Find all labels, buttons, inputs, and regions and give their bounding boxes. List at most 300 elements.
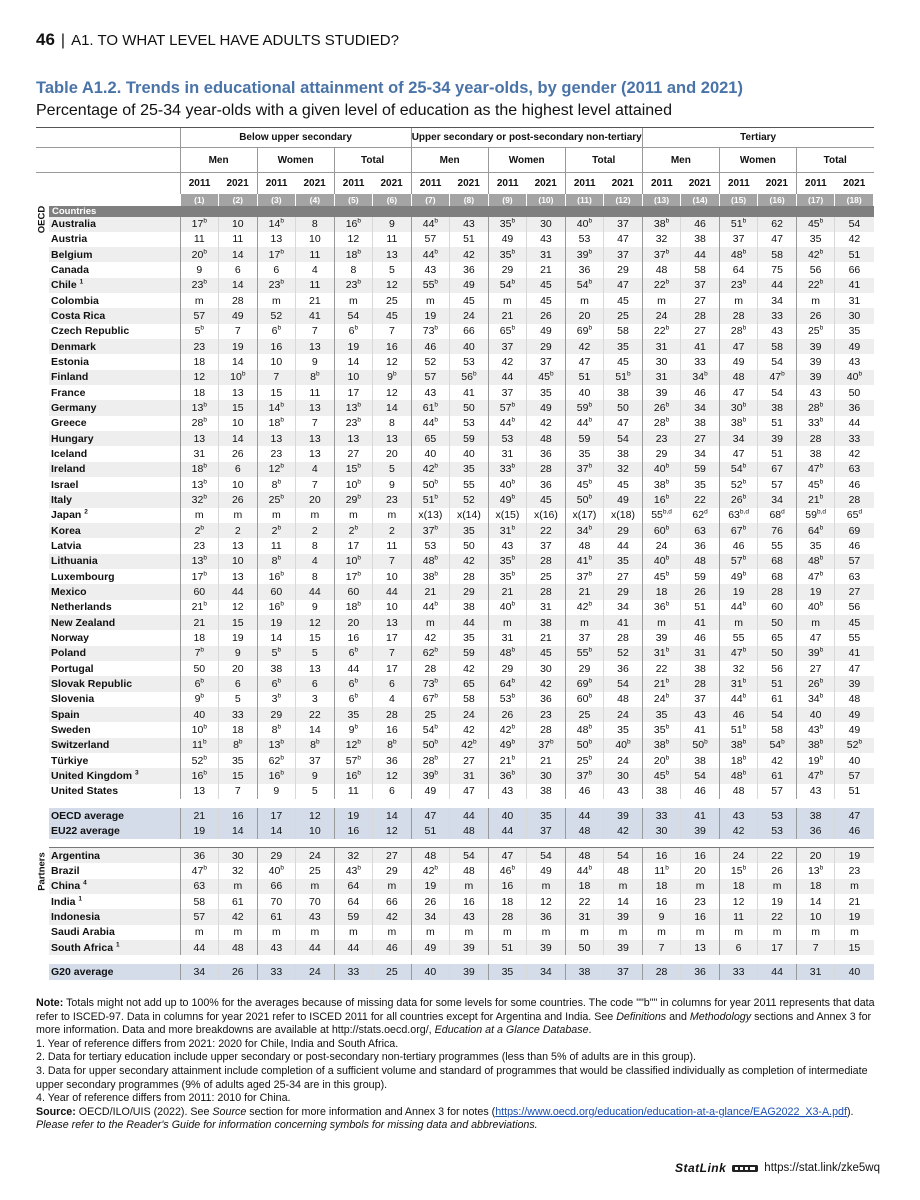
value-cell: 16 bbox=[642, 894, 681, 909]
value-cell: m bbox=[565, 293, 604, 308]
value-cell: 35 bbox=[604, 554, 643, 569]
value-cell: 6 bbox=[219, 462, 258, 477]
value-cell: 51 bbox=[758, 676, 797, 691]
value-cell: 39 bbox=[796, 370, 835, 385]
value-cell: 6$^b$ bbox=[334, 646, 373, 661]
value-cell: 18 bbox=[180, 630, 219, 645]
value-cell: 43 bbox=[758, 324, 797, 339]
value-cell: 10$^b$ bbox=[334, 554, 373, 569]
value-cell: 44 bbox=[758, 278, 797, 293]
year-header: 2021 bbox=[296, 173, 335, 194]
value-cell: 55 bbox=[835, 630, 874, 645]
value-cell: 48$^b$ bbox=[719, 768, 758, 783]
value-cell: 14 bbox=[219, 247, 258, 262]
value-cell: 66 bbox=[450, 324, 489, 339]
value-cell: 40$^b$ bbox=[257, 863, 296, 878]
value-cell: 48 bbox=[719, 784, 758, 799]
value-cell: 16 bbox=[450, 894, 489, 909]
value-cell: 26 bbox=[796, 308, 835, 323]
value-cell: 56 bbox=[758, 661, 797, 676]
gender-header: Men bbox=[642, 148, 719, 173]
value-cell: 46 bbox=[411, 339, 450, 354]
value-cell: 52$^b$ bbox=[180, 753, 219, 768]
value-cell: 24 bbox=[296, 848, 335, 863]
value-cell: 47 bbox=[450, 784, 489, 799]
value-cell: 54 bbox=[604, 848, 643, 863]
value-cell: 37$^b$ bbox=[565, 569, 604, 584]
value-cell: 35$^b$ bbox=[488, 569, 527, 584]
value-cell: 29 bbox=[257, 848, 296, 863]
value-cell: 44$^b$ bbox=[411, 600, 450, 615]
value-cell: 39 bbox=[450, 940, 489, 955]
value-cell: 40 bbox=[488, 808, 527, 824]
value-cell: 22$^b$ bbox=[642, 278, 681, 293]
value-cell: 73$^b$ bbox=[411, 676, 450, 691]
gender-header: Men bbox=[411, 148, 488, 173]
value-cell: 10 bbox=[219, 477, 258, 492]
column-code: (17) bbox=[796, 194, 835, 206]
value-cell: 19 bbox=[219, 630, 258, 645]
value-cell: 25 bbox=[373, 964, 412, 980]
value-cell: 35 bbox=[796, 538, 835, 553]
value-cell: 48 bbox=[604, 692, 643, 707]
value-cell: 37 bbox=[719, 232, 758, 247]
value-cell: 13$^b$ bbox=[334, 400, 373, 415]
value-cell: 46 bbox=[835, 823, 874, 839]
value-cell: x(13) bbox=[411, 508, 450, 523]
value-cell: 60 bbox=[334, 584, 373, 599]
value-cell: 21 bbox=[180, 615, 219, 630]
value-cell: 40 bbox=[450, 446, 489, 461]
value-cell: 5 bbox=[296, 784, 335, 799]
value-cell: 47$^b$ bbox=[719, 646, 758, 661]
year-header: 2021 bbox=[835, 173, 874, 194]
value-cell: 30 bbox=[219, 848, 258, 863]
value-cell: 23$^b$ bbox=[257, 278, 296, 293]
country-name: India $^1$ bbox=[51, 895, 83, 908]
value-cell: 18 bbox=[180, 385, 219, 400]
value-cell: 50 bbox=[604, 400, 643, 415]
value-cell: 32 bbox=[642, 232, 681, 247]
value-cell: 13 bbox=[180, 431, 219, 446]
value-cell: 47$^b$ bbox=[758, 370, 797, 385]
value-cell: 41 bbox=[296, 308, 335, 323]
source-link[interactable]: https://www.oecd.org/education/education-at-a-glance/EAG2022_X3-A.pdf bbox=[495, 1105, 847, 1118]
value-cell: 6 bbox=[719, 940, 758, 955]
value-cell: 28$^b$ bbox=[719, 324, 758, 339]
value-cell: 21 bbox=[565, 584, 604, 599]
value-cell: 30 bbox=[527, 217, 566, 232]
value-cell: 38 bbox=[758, 400, 797, 415]
value-cell: 13 bbox=[373, 247, 412, 262]
value-cell: 12 bbox=[373, 354, 412, 369]
value-cell: 40 bbox=[411, 964, 450, 980]
value-cell: 2 bbox=[296, 523, 335, 538]
value-cell: 43 bbox=[796, 385, 835, 400]
value-cell: 49 bbox=[527, 400, 566, 415]
partners-side-cell bbox=[36, 848, 49, 955]
value-cell: 14 bbox=[257, 823, 296, 839]
value-cell: 49$^b$ bbox=[719, 569, 758, 584]
value-cell: 46 bbox=[719, 538, 758, 553]
value-cell: 15$^b$ bbox=[334, 462, 373, 477]
value-cell: 57$^b$ bbox=[334, 753, 373, 768]
value-cell: x(18) bbox=[604, 508, 643, 523]
value-cell: 16$^b$ bbox=[257, 569, 296, 584]
value-cell: 44 bbox=[681, 247, 720, 262]
value-cell: 47 bbox=[719, 385, 758, 400]
value-cell: 37 bbox=[296, 753, 335, 768]
value-cell: 13 bbox=[296, 661, 335, 676]
value-cell: 38$^b$ bbox=[411, 569, 450, 584]
value-cell: 28 bbox=[796, 431, 835, 446]
chapter-title: A1. TO WHAT LEVEL HAVE ADULTS STUDIED? bbox=[71, 32, 399, 49]
table-row bbox=[36, 808, 874, 824]
value-cell: 39 bbox=[796, 339, 835, 354]
row-spacer bbox=[36, 839, 874, 848]
value-cell: 14 bbox=[257, 630, 296, 645]
value-cell: 12 bbox=[219, 600, 258, 615]
value-cell: 19 bbox=[835, 909, 874, 924]
value-cell: 13$^b$ bbox=[796, 863, 835, 878]
value-cell: 54 bbox=[681, 768, 720, 783]
gender-header: Women bbox=[488, 148, 565, 173]
source-text-1: OECD/ILO/UIS (2022). See bbox=[75, 1105, 213, 1118]
value-cell: 13 bbox=[219, 538, 258, 553]
value-cell: 48 bbox=[565, 848, 604, 863]
value-cell: 48 bbox=[527, 431, 566, 446]
value-cell: 57 bbox=[758, 784, 797, 799]
value-cell: 15 bbox=[219, 768, 258, 783]
value-cell: 19 bbox=[758, 894, 797, 909]
value-cell: 37 bbox=[565, 630, 604, 645]
value-cell: 35 bbox=[796, 232, 835, 247]
value-cell: 38 bbox=[681, 753, 720, 768]
country-name: Korea bbox=[49, 523, 180, 538]
value-cell: 48$^b$ bbox=[488, 646, 527, 661]
value-cell: 48$^b$ bbox=[719, 247, 758, 262]
value-cell: 31$^b$ bbox=[719, 676, 758, 691]
value-cell: 35 bbox=[604, 722, 643, 737]
value-cell: 10 bbox=[296, 232, 335, 247]
value-cell: 8$^b$ bbox=[373, 738, 412, 753]
value-cell: 26 bbox=[488, 707, 527, 722]
value-cell: 28$^b$ bbox=[180, 416, 219, 431]
country-name: Japan $^2$ bbox=[51, 508, 88, 522]
value-cell: 35 bbox=[835, 324, 874, 339]
country-name: Czech Republic bbox=[51, 325, 130, 338]
value-cell: 18 bbox=[796, 879, 835, 894]
value-cell: m bbox=[642, 925, 681, 940]
value-cell: 14 bbox=[219, 431, 258, 446]
value-cell: 9 bbox=[257, 784, 296, 799]
value-cell: m bbox=[334, 293, 373, 308]
value-cell: 2$^b$ bbox=[180, 523, 219, 538]
table-row bbox=[36, 554, 874, 569]
country-name: OECD average bbox=[49, 808, 180, 824]
value-cell: 49 bbox=[488, 232, 527, 247]
value-cell: 30 bbox=[642, 823, 681, 839]
value-cell: 38 bbox=[565, 964, 604, 980]
table-row bbox=[36, 217, 874, 232]
value-cell: 31$^b$ bbox=[488, 523, 527, 538]
value-cell: 34$^b$ bbox=[565, 523, 604, 538]
value-cell: 21 bbox=[296, 293, 335, 308]
table-row bbox=[36, 909, 874, 924]
value-cell: 40 bbox=[565, 385, 604, 400]
value-cell: 37 bbox=[681, 692, 720, 707]
country-name: Chile $^1$ bbox=[49, 278, 180, 293]
country-name: Belgium bbox=[49, 247, 180, 262]
value-cell: 45 bbox=[527, 278, 566, 293]
value-cell: 10 bbox=[257, 354, 296, 369]
value-cell: 67$^b$ bbox=[719, 523, 758, 538]
value-cell: 45$^b$ bbox=[642, 569, 681, 584]
statlink-mark-icon bbox=[732, 1164, 758, 1173]
value-cell: 51 bbox=[411, 823, 450, 839]
value-cell: 45 bbox=[604, 477, 643, 492]
country-name: Netherlands bbox=[51, 601, 112, 614]
value-cell: 10 bbox=[219, 416, 258, 431]
value-cell: m bbox=[180, 508, 219, 523]
value-cell: 13 bbox=[334, 431, 373, 446]
value-cell: 55 bbox=[719, 630, 758, 645]
value-cell: 65 bbox=[411, 431, 450, 446]
value-cell: 40$^b$ bbox=[604, 738, 643, 753]
value-cell: 10 bbox=[373, 600, 412, 615]
table-row bbox=[36, 446, 874, 461]
value-cell: 14 bbox=[373, 808, 412, 824]
value-cell: 43 bbox=[296, 909, 335, 924]
value-cell: 22 bbox=[758, 909, 797, 924]
value-cell: 48 bbox=[411, 848, 450, 863]
value-cell: 49 bbox=[527, 324, 566, 339]
value-cell: 44 bbox=[758, 964, 797, 980]
value-cell: 14 bbox=[604, 894, 643, 909]
value-cell: 51 bbox=[835, 247, 874, 262]
value-cell: 33 bbox=[257, 964, 296, 980]
value-cell: 47$^b$ bbox=[180, 863, 219, 878]
value-cell: 45$^b$ bbox=[796, 477, 835, 492]
value-cell: 23 bbox=[180, 538, 219, 553]
spacer-cell bbox=[36, 955, 874, 964]
value-cell: 40$^b$ bbox=[642, 554, 681, 569]
value-cell: 18$^b$ bbox=[334, 247, 373, 262]
value-cell: 43 bbox=[257, 940, 296, 955]
page-separator: | bbox=[60, 32, 66, 49]
value-cell: 9 bbox=[373, 477, 412, 492]
value-cell: 44 bbox=[373, 584, 412, 599]
value-cell: 38 bbox=[642, 784, 681, 799]
value-cell: 38 bbox=[527, 784, 566, 799]
country-name: Latvia bbox=[51, 540, 82, 553]
value-cell: 11 bbox=[180, 232, 219, 247]
value-cell: 34 bbox=[180, 964, 219, 980]
value-cell: 39 bbox=[642, 385, 681, 400]
value-cell: 7 bbox=[257, 370, 296, 385]
value-cell: 50$^b$ bbox=[411, 738, 450, 753]
value-cell: 33 bbox=[334, 964, 373, 980]
spacer-cell bbox=[49, 799, 874, 808]
value-cell: 66 bbox=[373, 894, 412, 909]
country-name: Indonesia bbox=[49, 909, 180, 924]
side-blank bbox=[36, 964, 49, 980]
value-cell: m bbox=[527, 925, 566, 940]
value-cell: 12$^b$ bbox=[257, 462, 296, 477]
value-cell: 44 bbox=[219, 584, 258, 599]
value-cell: 70 bbox=[296, 894, 335, 909]
level-header: Upper secondary or post-secondary non-tertiary bbox=[411, 128, 642, 148]
value-cell: 5 bbox=[373, 262, 412, 277]
country-name: China $^4$ bbox=[49, 879, 180, 894]
value-cell: 8 bbox=[373, 416, 412, 431]
value-cell: 9$^b$ bbox=[180, 692, 219, 707]
value-cell: 34 bbox=[719, 431, 758, 446]
value-cell: 21 bbox=[527, 262, 566, 277]
header-blank bbox=[36, 148, 180, 173]
value-cell: 16$^b$ bbox=[334, 217, 373, 232]
value-cell: 35 bbox=[565, 446, 604, 461]
column-code: (12) bbox=[604, 194, 643, 206]
value-cell: 43 bbox=[488, 538, 527, 553]
value-cell: 28 bbox=[527, 462, 566, 477]
value-cell: 57$^b$ bbox=[488, 400, 527, 415]
value-cell: 49 bbox=[219, 308, 258, 323]
country-name: Spain bbox=[49, 707, 180, 722]
column-code: (15) bbox=[719, 194, 758, 206]
value-cell: 36$^b$ bbox=[488, 768, 527, 783]
value-cell: 21$^b$ bbox=[796, 492, 835, 507]
statlink-url[interactable]: https://stat.link/zke5wq bbox=[764, 1162, 880, 1174]
country-name: Sweden bbox=[51, 723, 91, 736]
column-code: (3) bbox=[257, 194, 296, 206]
oecd-side-label: OECD bbox=[36, 205, 48, 233]
value-cell: 38$^b$ bbox=[642, 738, 681, 753]
value-cell: 39$^b$ bbox=[565, 247, 604, 262]
value-cell: 49 bbox=[450, 278, 489, 293]
value-cell: 44$^b$ bbox=[488, 416, 527, 431]
value-cell: 16 bbox=[373, 722, 412, 737]
value-cell: 54 bbox=[334, 308, 373, 323]
value-cell: 10$^b$ bbox=[219, 370, 258, 385]
value-cell: 16 bbox=[681, 848, 720, 863]
note-methodology: Methodology bbox=[689, 1010, 752, 1023]
value-cell: 35$^b$ bbox=[488, 217, 527, 232]
value-cell: 17 bbox=[334, 385, 373, 400]
value-cell: 39 bbox=[681, 823, 720, 839]
country-name: Iceland bbox=[51, 448, 88, 461]
value-cell: 73$^b$ bbox=[411, 324, 450, 339]
value-cell: 29 bbox=[257, 707, 296, 722]
value-cell: 48$^b$ bbox=[796, 554, 835, 569]
value-cell: 16 bbox=[334, 630, 373, 645]
country-name: Luxembourg bbox=[51, 570, 115, 583]
value-cell: m bbox=[334, 508, 373, 523]
value-cell: 49 bbox=[527, 863, 566, 878]
value-cell: m bbox=[373, 879, 412, 894]
note-text-2: sections and Annex 3 for more information. Data and more breakdowns are available at http://stats.oecd.org/, bbox=[36, 1010, 872, 1037]
value-cell: 35 bbox=[527, 385, 566, 400]
value-cell: 43 bbox=[411, 262, 450, 277]
value-cell: 26 bbox=[527, 308, 566, 323]
value-cell: 40$^b$ bbox=[565, 217, 604, 232]
table-row bbox=[36, 584, 874, 599]
value-cell: m bbox=[373, 508, 412, 523]
country-name: Finland bbox=[49, 370, 180, 385]
value-cell: 37$^b$ bbox=[565, 768, 604, 783]
value-cell: 25 bbox=[604, 308, 643, 323]
value-cell: 47 bbox=[565, 354, 604, 369]
value-cell: 36 bbox=[796, 823, 835, 839]
country-name: Canada bbox=[51, 264, 89, 277]
value-cell: 19 bbox=[411, 308, 450, 323]
value-cell: 36 bbox=[681, 538, 720, 553]
value-cell: 42 bbox=[450, 554, 489, 569]
value-cell: 23 bbox=[373, 492, 412, 507]
table-row bbox=[36, 823, 874, 839]
value-cell: 15 bbox=[219, 615, 258, 630]
attainment-table bbox=[36, 127, 874, 980]
value-cell: 59 bbox=[450, 646, 489, 661]
value-cell: 12$^b$ bbox=[334, 738, 373, 753]
value-cell: 10 bbox=[373, 569, 412, 584]
value-cell: 37 bbox=[488, 385, 527, 400]
value-cell: 39 bbox=[796, 354, 835, 369]
value-cell: 49 bbox=[604, 492, 643, 507]
value-cell: 43$^b$ bbox=[334, 863, 373, 878]
value-cell: 42 bbox=[450, 722, 489, 737]
column-code: (4) bbox=[296, 194, 335, 206]
value-cell: 45 bbox=[450, 293, 489, 308]
value-cell: 18$^b$ bbox=[719, 753, 758, 768]
value-cell: 47 bbox=[604, 278, 643, 293]
value-cell: 19 bbox=[796, 584, 835, 599]
value-cell: 57 bbox=[835, 554, 874, 569]
value-cell: 22 bbox=[642, 661, 681, 676]
value-cell: 19 bbox=[334, 808, 373, 824]
value-cell: m bbox=[719, 925, 758, 940]
value-cell: 16$^b$ bbox=[257, 600, 296, 615]
value-cell: 21$^b$ bbox=[488, 753, 527, 768]
value-cell: 16$^b$ bbox=[334, 768, 373, 783]
value-cell: 46 bbox=[681, 385, 720, 400]
value-cell: 21$^b$ bbox=[180, 600, 219, 615]
value-cell: m bbox=[296, 879, 335, 894]
value-cell: 49 bbox=[835, 707, 874, 722]
value-cell: 27 bbox=[604, 569, 643, 584]
value-cell: 45$^b$ bbox=[527, 370, 566, 385]
value-cell: 34 bbox=[604, 600, 643, 615]
value-cell: 21 bbox=[835, 894, 874, 909]
value-cell: 51$^b$ bbox=[604, 370, 643, 385]
value-cell: 59 bbox=[450, 431, 489, 446]
value-cell: m bbox=[296, 925, 335, 940]
table-row bbox=[36, 293, 874, 308]
value-cell: x(17) bbox=[565, 508, 604, 523]
value-cell: 44 bbox=[835, 416, 874, 431]
value-cell: 12 bbox=[334, 232, 373, 247]
value-cell: 18 bbox=[642, 584, 681, 599]
table-row bbox=[36, 400, 874, 415]
value-cell: 47 bbox=[411, 808, 450, 824]
country-name: Brazil bbox=[51, 864, 80, 877]
table-row bbox=[36, 431, 874, 446]
value-cell: m bbox=[257, 925, 296, 940]
table-row bbox=[36, 538, 874, 553]
value-cell: m bbox=[334, 925, 373, 940]
value-cell: 51 bbox=[681, 600, 720, 615]
value-cell: 43$^b$ bbox=[796, 722, 835, 737]
